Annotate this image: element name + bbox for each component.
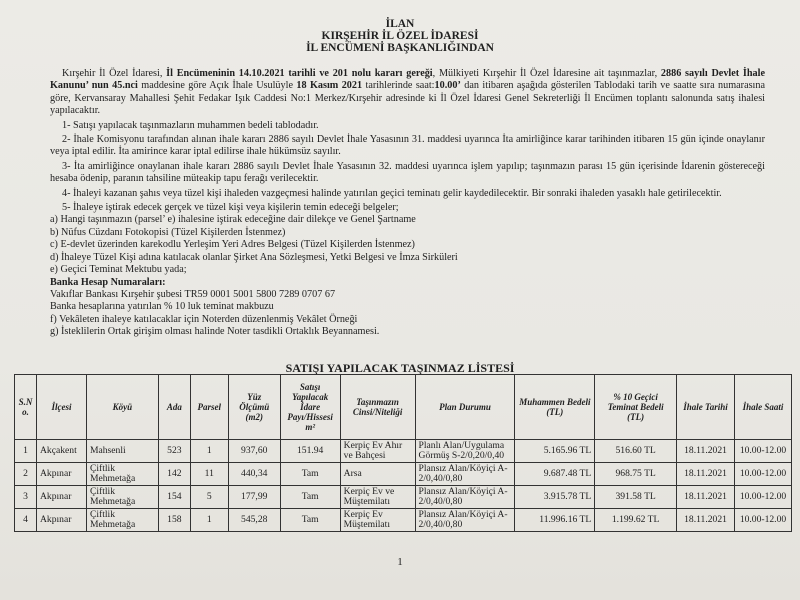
- list-item: 4- İhaleyi kazanan şahıs veya tüzel kişi ihaleden vazgeçmesi halinde yatırılan geçici teminatı gelir kaydedilecektir. Bir sonraki ihaleden yasaklı hale getirilecektir.: [62, 187, 722, 199]
- list-item: 1- Satışı yapılacak taşınmazların muhammen bedeli tablodadır.: [62, 119, 319, 131]
- bank-note: Banka hesaplarına yatırılan % 10 luk teminat makbuzu: [50, 301, 274, 313]
- document-item: c) E-devlet üzerinden karekodlu Yerleşim Yeri Adres Belgesi (Tüzel Kişilerden İstenmez): [50, 239, 415, 251]
- col-header: Köyü: [86, 375, 158, 440]
- page-number: 1: [397, 556, 403, 568]
- col-header: % 10 Geçici Teminat Bedeli (TL): [595, 375, 677, 440]
- document-item: d) İhaleye Tüzel Kişi adına katılacak olanlar Şirket Ana Sözleşmesi, Yetki Belgesi ve İmza Sirküleri: [50, 251, 458, 263]
- col-header: İhale Tarihi: [677, 375, 735, 440]
- table-header-row: [15, 375, 792, 440]
- col-header: Ada: [158, 375, 190, 440]
- col-header: Satışı Yapılacak İdare Payı/Hissesi m²: [280, 375, 340, 440]
- intro-paragraph: Kırşehir İl Özel İdaresi, İl Encümeninin 14.10.2021 tarihli ve 201 nolu kararı gereği, Mülkiyeti Kırşehir İl Özel İdaresine ait taşınmazlar, 2886 sayılı Devlet İhale Kanunu’ nun 45.nci maddesine göre Açık İhale Usulüyle 18 Kasım 2021 tarihlerinde saat:10.00’ dan itibaren aşağıda gösterilen Tablodaki tarih ve saatte sıra numarasına göre, Kervansaray Mahallesi Şehit Fedakar Işık Caddesi No:1 Merkez/Kırşehir adresinde ki İl Özel İdaresi Genel Sekreterliği İl Encümen toplantı salonunda satış ihalesi yapılacaktır.: [50, 68, 765, 117]
- bank-title: Banka Hesap Numaraları:: [50, 276, 166, 288]
- table-row: 4 Akpınar Çiftlik Mehmetağa 158 1 545,28 Tam Kerpiç Ev Müştemilatı Plansız Alan/Köyiçi A-2/0,40/0,80 11.996.16 TL 1.199.62 TL 18.11.2021 10.00-12.00: [15, 509, 792, 532]
- notice-title: İLAN: [385, 18, 415, 30]
- table-row: 1 Akçakent Mahsenli 523 1 937,60 151.94 Kerpiç Ev Ahır ve Bahçesi Planlı Alan/Uygulama Görmüş S-2/0,20/0,40 5.165.96 TL 516.60 TL 18.11.2021 10.00-12.00: [15, 440, 792, 463]
- col-header: İhale Saati: [735, 375, 792, 440]
- document-body: [50, 68, 765, 339]
- col-header: İlçesi: [36, 375, 86, 440]
- department-name: İL ENCÜMENİ BAŞKANLIĞINDAN: [306, 42, 494, 54]
- table-row: 2 Akpınar Çiftlik Mehmetağa 142 11 440,34 Tam Arsa Plansız Alan/Köyiçi A-2/0,40/0,80 9.687.48 TL 968.75 TL 18.11.2021 10.00-12.00: [15, 463, 792, 486]
- table-row: 3 Akpınar Çiftlik Mehmetağa 154 5 177,99 Tam Kerpiç Ev ve Müştemilatı Plansız Alan/Köyiçi A-2/0,40/0,80 3.915.78 TL 391.58 TL 18.11.2021 10.00-12.00: [15, 486, 792, 509]
- col-header: Taşınmazın Cinsi/Niteliği: [340, 375, 415, 440]
- document-item: b) Nüfus Cüzdanı Fotokopisi (Tüzel Kişilerden İstenmez): [50, 226, 286, 238]
- document-header: [0, 18, 800, 54]
- document-item: f) Vekâleten ihaleye katılacaklar için Noterden düzenlenmiş Vekâlet Örneği: [50, 313, 358, 325]
- col-header: Yüz Ölçümü (m2): [228, 375, 280, 440]
- document-item: e) Geçici Teminat Mektubu yada;: [50, 264, 187, 276]
- list-item: 2- İhale Komisyonu tarafından alınan ihale kararı 2886 sayılı Devlet İhale Yasasının 31. maddesi uyarınca İta amirliğince karar tarihinden itibaren 15 gün içinde onaylanır veya iptal edilir. İta amirince karar iptal edilirse ihale hükümsüz sayılır.: [50, 134, 765, 158]
- bank-account: Vakıflar Bankası Kırşehir şubesi TR59 0001 5001 5800 7289 0707 67: [50, 288, 336, 300]
- list-item: 3- İta amirliğince onaylanan ihale kararı 2886 sayılı Devlet İhale Yasasının 32. maddesi uyarınca işlem yapılıp; taşınmazın parası 15 gün içerisinde İdarenin göstereceği hesaba ödenip, paranın tahsiline müteakip tapu ferağı verilecektir.: [50, 160, 765, 185]
- table-title: SATIŞI YAPILACAK TAŞINMAZ LİSTESİ: [285, 361, 515, 375]
- document-item: a) Hangi taşınmazın (parsel’ e) ihalesine iştirak edeceğine dair dilekçe ve Genel Şartname: [50, 214, 416, 226]
- document-item: g) İsteklilerin Ortak girişim olması halinde Noter tasdikli Ortaklık Beyannamesi.: [50, 326, 380, 338]
- col-header: Parsel: [190, 375, 228, 440]
- property-table: [14, 374, 792, 532]
- col-header: Muhammen Bedeli (TL): [515, 375, 595, 440]
- col-header: S.N o.: [15, 375, 37, 440]
- institution-name: KIRŞEHİR İL ÖZEL İDARESİ: [321, 30, 479, 42]
- list-item: 5- İhaleye iştirak edecek gerçek ve tüzel kişi veya kişilerin temin edeceği belgeler;: [62, 202, 399, 214]
- col-header: Plan Durumu: [415, 375, 515, 440]
